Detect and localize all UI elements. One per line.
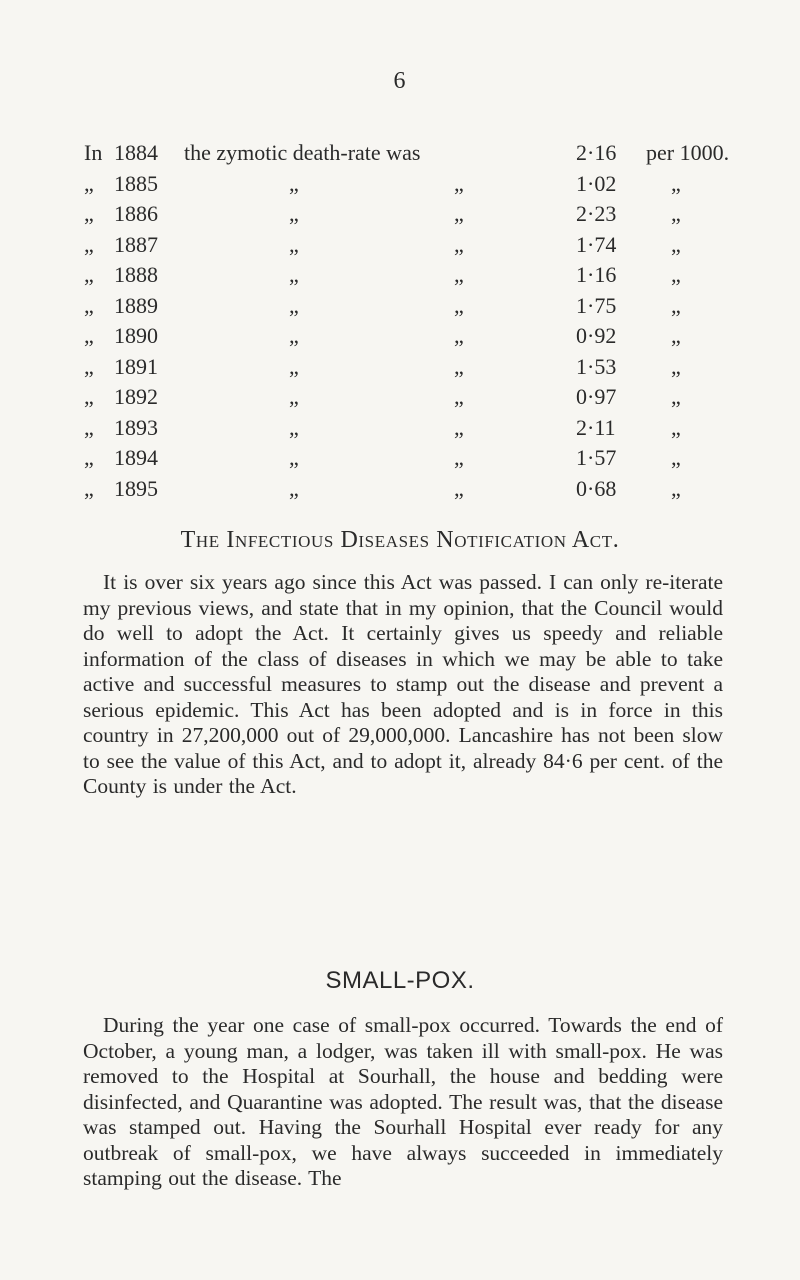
- ditto-mark: „: [671, 231, 681, 257]
- section-heading-text: The Infectious Diseases Notification Act.: [180, 527, 620, 553]
- row-prefix: „: [84, 262, 94, 287]
- row-year: 1889: [114, 292, 158, 318]
- ditto-mark: „: [454, 353, 464, 379]
- rate-row: [0, 232, 800, 263]
- ditto-mark: „: [289, 384, 299, 409]
- row-rate-value: 0·92: [576, 323, 617, 348]
- ditto-mark: „: [671, 384, 681, 409]
- ditto-mark: „: [289, 445, 299, 470]
- ditto-mark: „: [454, 170, 464, 196]
- rate-row: [0, 323, 800, 354]
- row-rate-value: 2·11: [576, 414, 616, 440]
- ditto-mark: „: [289, 414, 299, 440]
- row-rate-value: 1·02: [576, 170, 617, 196]
- row-prefix: „: [84, 445, 94, 470]
- page-number: 6: [393, 68, 407, 94]
- row-rate-value: 1·74: [576, 231, 617, 257]
- ditto-mark: „: [454, 414, 464, 440]
- row-rate-value: 1·57: [576, 445, 617, 470]
- rate-row: [0, 171, 800, 202]
- row-prefix: „: [84, 292, 94, 318]
- ditto-mark: „: [454, 262, 464, 287]
- row-prefix: „: [84, 353, 94, 379]
- row-prefix: In: [84, 140, 103, 165]
- ditto-mark: „: [289, 292, 299, 318]
- ditto-mark: „: [289, 353, 299, 379]
- rate-row: [0, 384, 800, 415]
- paragraph-small-pox: During the year one case of small-pox occurred. Towards the end of October, a young man, a lodger, was taken ill with small-pox. He was removed to the Hospital at Sourhall, the house and bedding were disinfected, and Quarantine was adopted. The result was, that the disease was stamped out. Having the Sourhall Hospital ever ready for any outbreak of small-pox, we have always succeeded in immediately stamping out the disease. The: [83, 1013, 723, 1190]
- ditto-mark: „: [454, 231, 464, 257]
- ditto-mark: „: [671, 445, 681, 470]
- ditto-mark: „: [289, 323, 299, 348]
- row-year: 1892: [114, 384, 158, 409]
- ditto-mark: „: [671, 292, 681, 318]
- row-year: 1885: [114, 170, 158, 196]
- ditto-mark: „: [289, 262, 299, 287]
- row-prefix: „: [84, 384, 94, 409]
- row-prefix: „: [84, 475, 94, 501]
- row-year: 1894: [114, 445, 158, 470]
- row-rate-value: 2·23: [576, 201, 617, 226]
- row-year: 1895: [114, 475, 158, 501]
- row-rate-value: 2·16: [576, 140, 617, 165]
- ditto-mark: „: [671, 475, 681, 501]
- ditto-mark: „: [289, 170, 299, 196]
- row-rate-value: 0·97: [576, 384, 617, 409]
- ditto-mark: „: [671, 414, 681, 440]
- ditto-mark: „: [289, 231, 299, 257]
- row-description: the zymotic death-rate was: [184, 140, 421, 165]
- ditto-mark: „: [671, 262, 681, 287]
- ditto-mark: „: [454, 201, 464, 226]
- rate-row: [0, 201, 800, 232]
- row-prefix: „: [84, 170, 94, 196]
- row-prefix: „: [84, 323, 94, 348]
- paragraph-notification-act: It is over six years ago since this Act was passed. I can only re-iterate my previous views, and state that in my opinion, that the Council would do well to adopt the Act. It certainly gives us speedy and reliable information of the class of diseases in which we may be able to take active and successful measures to stamp out the disease and prevent a serious epidemic. This Act has been adopted and is in force in this country in 27,200,000 out of 29,000,000. Lancashire has not been slow to see the value of this Act, and to adopt it, already 84·6 per cent. of the County is under the Act.: [83, 570, 723, 798]
- rate-row: [0, 415, 800, 446]
- rate-row: [0, 293, 800, 324]
- row-prefix: „: [84, 414, 94, 440]
- ditto-mark: „: [289, 201, 299, 226]
- ditto-mark: „: [671, 201, 681, 226]
- ditto-mark: „: [454, 445, 464, 470]
- row-year: 1887: [114, 231, 158, 257]
- ditto-mark: „: [454, 292, 464, 318]
- row-year: 1884: [114, 140, 158, 165]
- row-year: 1888: [114, 262, 158, 287]
- section-heading-small-pox: SMALL-POX.: [325, 967, 475, 994]
- row-rate-value: 1·16: [576, 262, 617, 287]
- ditto-mark: „: [454, 475, 464, 501]
- row-prefix: „: [84, 231, 94, 257]
- row-rate-value: 1·75: [576, 292, 617, 318]
- ditto-mark: „: [671, 323, 681, 348]
- row-year: 1890: [114, 323, 158, 348]
- row-year: 1886: [114, 201, 158, 226]
- section-heading-infectious-diseases: [0, 527, 800, 554]
- ditto-mark: „: [454, 384, 464, 409]
- ditto-mark: „: [671, 170, 681, 196]
- row-prefix: „: [84, 201, 94, 226]
- row-year: 1891: [114, 353, 158, 379]
- row-unit: per 1000.: [646, 140, 730, 165]
- row-rate-value: 1·53: [576, 353, 617, 379]
- ditto-mark: „: [289, 475, 299, 501]
- ditto-mark: „: [454, 323, 464, 348]
- rate-row: [0, 140, 800, 171]
- row-year: 1893: [114, 414, 158, 440]
- rate-row: [0, 262, 800, 293]
- death-rate-table: [0, 140, 800, 506]
- rate-row: [0, 476, 800, 507]
- rate-row: [0, 354, 800, 385]
- ditto-mark: „: [671, 353, 681, 379]
- row-rate-value: 0·68: [576, 475, 617, 501]
- rate-row: [0, 445, 800, 476]
